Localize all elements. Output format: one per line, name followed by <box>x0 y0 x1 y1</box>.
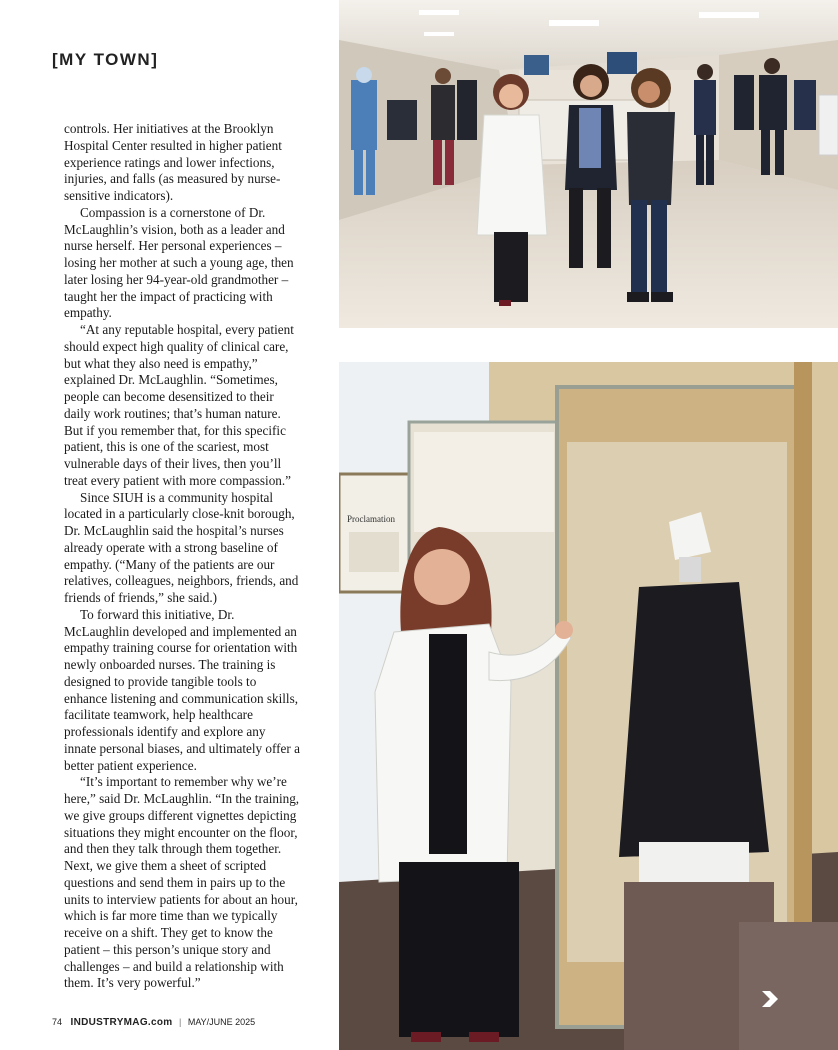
next-page-arrow-icon[interactable] <box>760 990 780 1008</box>
article-paragraph: Since SIUH is a community hospital located in a particularly close-knit borough, Dr. McLaughlin said the hospital’s nurses already operate with a strong baseline of empathy. (“Many of the patients are our relatives, colleagues, neighbors, friends, and friends of friends,” she said.) <box>64 489 299 605</box>
article-body <box>64 121 300 992</box>
photo-display-case <box>339 362 838 1050</box>
article-paragraph: To forward this initiative, Dr. McLaughlin developed and implemented an empathy training course for orientation with newly onboarded nurses. The training is designed to provide tangible tools to enhance listening and communication skills, facilitate teamwork, help healthcare professionals identify and explore any innate personal biases, and ultimately offer a better patient experience. <box>64 606 300 773</box>
page-footer <box>52 1017 255 1028</box>
footer-issue: MAY/JUNE 2025 <box>187 1017 256 1027</box>
section-label: [MY TOWN] <box>52 50 159 69</box>
footer-site: INDUSTRYMAG.com <box>70 1017 173 1028</box>
article-paragraph: Compassion is a cornerstone of Dr. McLaughlin’s vision, both as a leader and nurse herself. Her personal experiences – losing her mother at such a young age, then later losing her 94-year-old grandmother – taught her the impact of practicing with empathy. <box>64 204 294 321</box>
page-number: 74 <box>52 1017 63 1027</box>
article-paragraph: “At any reputable hospital, every patient should expect high quality of clinical care, but what they also need is empathy,” explained Dr. McLaughlin. “Sometimes, people can become desensitized to their daily work routines; that’s human nature. But if you remember that, for this specific patient, this is one of the scariest, most vulnerable days of their lives, then you’ll treat every patient with more compassion.” <box>64 322 294 488</box>
photo-nurses-hallway <box>339 0 838 328</box>
article-paragraph: “It’s important to remember why we’re here,” said Dr. McLaughlin. “In the training, we give groups different vignettes depicting situations they might encounter on the floor, and then they talk through them together. Next, we give them a sheet of scripted questions and send them in pairs up to the units to interview patients for about an hour, which is far more time than we typically receive on a shift. They get to know the patient – this person’s unique story and challenges – and build a relationship with them. It’s very powerful.” <box>64 774 300 991</box>
plaque-text: Proclamation <box>347 514 395 524</box>
footer-separator: | <box>178 1017 182 1027</box>
article-paragraph: controls. Her initiatives at the Brooklyn Hospital Center resulted in higher patient experience ratings and lower infections, injuries, and falls (as measured by nurse-sensitive indicators). <box>64 121 282 203</box>
